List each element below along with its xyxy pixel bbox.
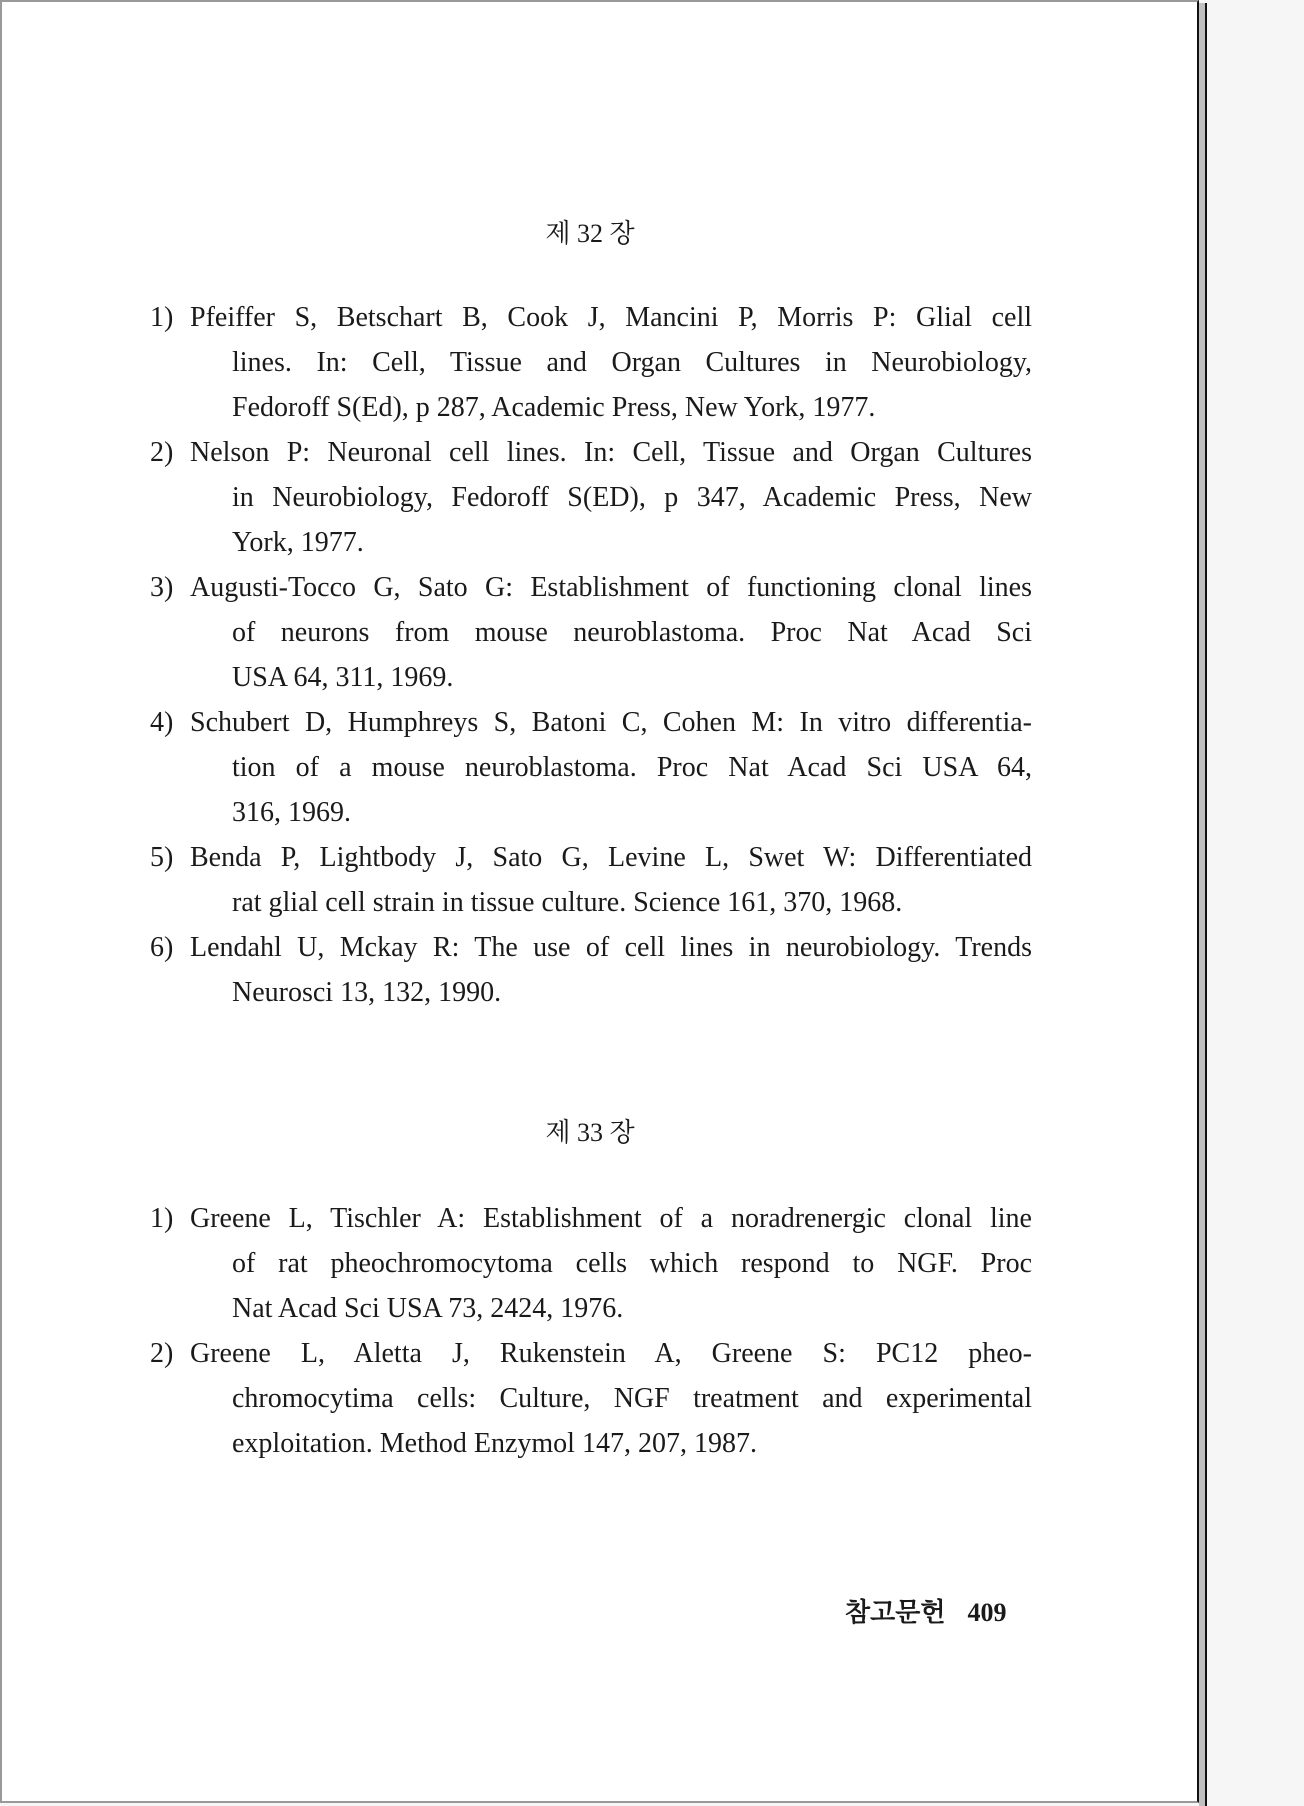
reference-line: Neurosci 13, 132, 1990. xyxy=(232,977,502,1008)
reference-line: Pfeiffer S, Betschart B, Cook J, Mancini P, Morris P: Glial cell xyxy=(190,302,1032,333)
reference-line: Greene L, Tischler A: Establishment of a noradrenergic clonal line xyxy=(190,1203,1032,1234)
reference-line: USA 64, 311, 1969. xyxy=(232,662,454,693)
reference-line: Nat Acad Sci USA 73, 2424, 1976. xyxy=(232,1293,624,1324)
reference-item xyxy=(150,1331,1032,1466)
reference-line: of rat pheochromocytoma cells which respond to NGF. Proc xyxy=(232,1248,1032,1279)
page-edge xyxy=(1199,3,1207,1806)
reference-number: 3) xyxy=(150,572,174,603)
reference-line: Augusti-Tocco G, Sato G: Establishment of functioning clonal lines xyxy=(190,572,1032,603)
reference-number: 5) xyxy=(150,842,174,873)
reference-item xyxy=(150,700,1032,835)
reference-line: chromocytima cells: Culture, NGF treatment and experimental xyxy=(232,1383,1032,1414)
reference-number: 4) xyxy=(150,707,174,738)
reference-line: lines. In: Cell, Tissue and Organ Cultures in Neurobiology, xyxy=(232,347,1032,378)
reference-item xyxy=(150,430,1032,565)
reference-number: 2) xyxy=(150,1338,174,1369)
reference-line: in Neurobiology, Fedoroff S(ED), p 347, Academic Press, New xyxy=(232,482,1032,513)
reference-line: of neurons from mouse neuroblastoma. Proc Nat Acad Sci xyxy=(232,617,1032,648)
reference-line: tion of a mouse neuroblastoma. Proc Nat Acad Sci USA 64, xyxy=(232,752,1032,783)
reference-item xyxy=(150,835,1032,925)
reference-line: Schubert D, Humphreys S, Batoni C, Cohen M: In vitro differentia- xyxy=(190,707,1032,738)
reference-line: Benda P, Lightbody J, Sato G, Levine L, Swet W: Differentiated xyxy=(190,842,1032,873)
reference-item xyxy=(150,565,1032,700)
reference-number: 2) xyxy=(150,437,174,468)
chapter-heading: 제 33 장 xyxy=(545,1118,635,1147)
reference-line: rat glial cell strain in tissue culture. Science 161, 370, 1968. xyxy=(232,887,903,918)
chapter-heading: 제 32 장 xyxy=(545,219,635,248)
reference-line: Nelson P: Neuronal cell lines. In: Cell, Tissue and Organ Cultures xyxy=(190,437,1032,468)
page-footer xyxy=(845,1592,1006,1629)
reference-line: exploitation. Method Enzymol 147, 207, 1987. xyxy=(232,1428,757,1459)
reference-number: 1) xyxy=(150,302,174,333)
reference-line: York, 1977. xyxy=(232,527,364,558)
reference-line: Lendahl U, Mckay R: The use of cell lines in neurobiology. Trends xyxy=(190,932,1032,963)
reference-item xyxy=(150,925,1032,1015)
reference-line: 316, 1969. xyxy=(232,797,351,828)
reference-number: 6) xyxy=(150,932,174,963)
page-number: 409 xyxy=(967,1598,1007,1627)
reference-number: 1) xyxy=(150,1203,174,1234)
reference-line: Greene L, Aletta J, Rukenstein A, Greene S: PC12 pheo- xyxy=(190,1338,1032,1369)
reference-line: Fedoroff S(Ed), p 287, Academic Press, New York, 1977. xyxy=(232,392,876,423)
reference-item xyxy=(150,1196,1032,1331)
footer-section-title: 참고문헌 xyxy=(845,1598,946,1627)
reference-item xyxy=(150,295,1032,430)
